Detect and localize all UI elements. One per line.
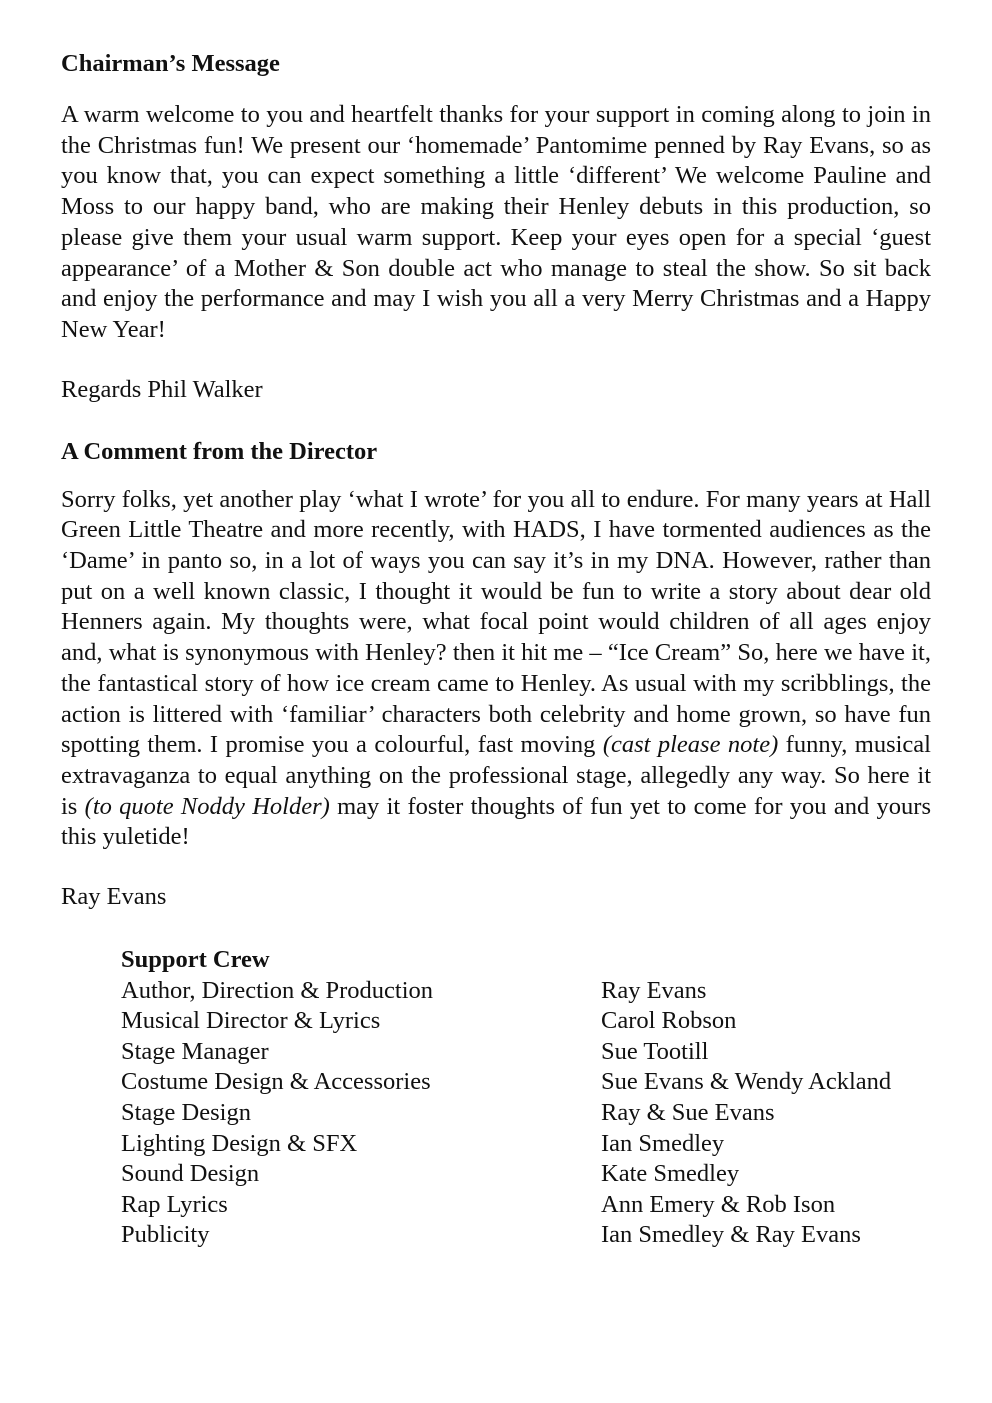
crew-role: Musical Director & Lyrics	[121, 1007, 381, 1035]
crew-role: Stage Manager	[121, 1037, 269, 1065]
director-body-part-2: funny, musical extravaganza to equal anything on the professional stage, allegedly any way. So here it is	[61, 731, 931, 820]
director-heading: A Comment from the Director	[61, 437, 378, 465]
crew-name: Sue Evans & Wendy Ackland	[601, 1068, 892, 1096]
crew-row	[121, 1037, 931, 1068]
support-crew-heading: Support Crew	[121, 946, 270, 974]
director-body-part-1: Sorry folks, yet another play ‘what I wrote’ for you all to endure. For many years at Hall Green Little Theatre and more recently, with HADS, I have tormented audiences as the ‘Dame’ in panto so, in a lot of ways you can say it’s in my DNA. However, rather than put on a well known classic, I thought it would be fun to write a story about dear old Henners again. My thoughts were, what focal point would children of all ages enjoy and, what is synonymous with Henley? then it hit me – “Ice Cream” So, here we have it, the fantastical story of how ice cream came to Henley. As usual with my scribblings, the action is littered with ‘familiar’ characters both celebrity and home grown, so have fun spotting them. I promise you a colourful, fast moving	[61, 485, 931, 759]
document-page	[61, 46, 931, 1251]
chairman-message-body: A warm welcome to you and heartfelt thanks for your support in coming along to join in the Christmas fun! We present our ‘homemade’ Pantomime penned by Ray Evans, so as you know that, you can expect something a little ‘different’ We welcome Pauline and Moss to our happy band, who are making their Henley debuts in this production, so please give them your usual warm support. Keep your eyes open for a special ‘guest appearance’ of a Mother & Son double act who manage to steal the show. So sit back and enjoy the performance and may I wish you all a very Merry Christmas and a Happy New Year!	[61, 101, 931, 343]
director-italic-note-2: (to quote Noddy Holder)	[84, 792, 330, 820]
director-body-part-3: may it foster thoughts of fun yet to come for you and yours this yuletide!	[61, 792, 931, 851]
crew-name: Carol Robson	[601, 1007, 737, 1035]
crew-name: Sue Tootill	[601, 1037, 709, 1065]
crew-role: Author, Direction & Production	[121, 976, 434, 1004]
crew-role: Costume Design & Accessories	[121, 1068, 431, 1096]
director-signoff: Ray Evans	[61, 883, 167, 911]
director-comment-body	[61, 485, 931, 853]
crew-name: Ann Emery & Rob Ison	[601, 1190, 836, 1218]
crew-role: Lighting Design & SFX	[121, 1129, 358, 1157]
crew-name: Ray & Sue Evans	[601, 1099, 775, 1127]
crew-name: Ian Smedley & Ray Evans	[601, 1221, 861, 1249]
crew-row	[121, 1220, 931, 1251]
crew-row	[121, 1129, 931, 1160]
crew-row	[121, 1190, 931, 1221]
crew-row	[121, 1098, 931, 1129]
director-italic-note-1: (cast please note)	[602, 731, 779, 759]
crew-name: Ian Smedley	[601, 1129, 725, 1157]
crew-row	[121, 976, 931, 1007]
crew-role: Rap Lyrics	[121, 1190, 228, 1218]
crew-name: Ray Evans	[601, 976, 707, 1004]
crew-role: Sound Design	[121, 1160, 260, 1188]
crew-row	[121, 1006, 931, 1037]
chairman-signoff: Regards Phil Walker	[61, 375, 263, 403]
crew-row	[121, 1067, 931, 1098]
crew-name: Kate Smedley	[601, 1160, 740, 1188]
crew-role: Stage Design	[121, 1099, 251, 1127]
support-crew-section	[121, 945, 931, 1251]
crew-row	[121, 1159, 931, 1190]
crew-role: Publicity	[121, 1221, 210, 1249]
chairman-heading: Chairman’s Message	[61, 50, 280, 77]
